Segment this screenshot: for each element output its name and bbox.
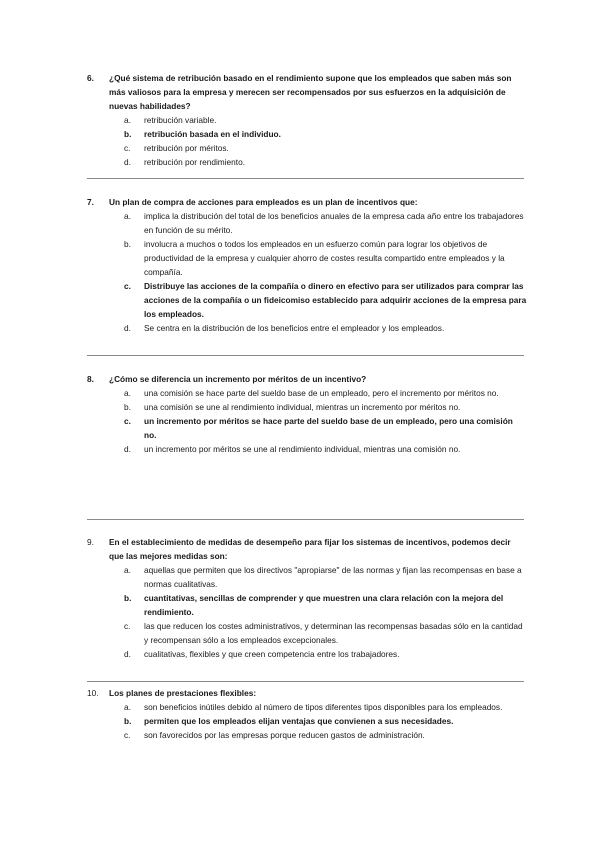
question-number: 9. (87, 537, 94, 547)
question-number: 10. (87, 688, 99, 698)
option-c: c. Distribuye las acciones de la compañía o dinero en efectivo para ser utilizados para comprar las acciones de la compañía o un fideicomiso establecido para adquirir acciones de la empresa para los empleados. (124, 281, 527, 319)
options-list (124, 700, 527, 742)
divider (87, 519, 524, 520)
options-list (124, 113, 527, 169)
option-d: d. retribución por rendimiento. (124, 157, 245, 167)
option-b: b. retribución basada en el individuo. (124, 129, 281, 139)
option-a: a. una comisión se hace parte del sueldo base de un empleado, pero el incremento por méritos no. (124, 388, 499, 398)
option-b: b. permiten que los empleados elijan ventajas que convienen a sus necesidades. (124, 716, 454, 726)
option-b: b. una comisión se une al rendimiento individual, mientras un incremento por méritos no. (124, 402, 461, 412)
question-text: ¿Cómo se diferencia un incremento por méritos de un incentivo? (109, 374, 367, 384)
option-c: c. son favorecidos por las empresas porque reducen gastos de administración. (124, 730, 425, 740)
option-a: a. retribución variable. (124, 115, 217, 125)
option-b: b. involucra a muchos o todos los empleados en un esfuerzo común para lograr los objetivos de productividad de la empresa y cualquier ahorro de costes resulta compartido entre empleados y la compañía. (124, 239, 505, 277)
option-d: d. cualitativas, flexibles y que creen competencia entre los trabajadores. (124, 649, 400, 659)
option-b: b. cuantitativas, sencillas de comprender y que muestren una clara relación con la mejora del rendimiento. (124, 593, 504, 617)
divider (87, 355, 524, 356)
question-9-header (87, 535, 527, 563)
question-8-header (87, 372, 527, 386)
question-number: 6. (87, 73, 94, 83)
options-list (124, 563, 527, 661)
question-7-header (87, 195, 527, 209)
question-6 (87, 71, 527, 169)
question-text: Un plan de compra de acciones para empleados es un plan de incentivos que: (109, 197, 418, 207)
question-10 (87, 686, 527, 742)
question-7 (87, 195, 527, 335)
question-text: En el establecimiento de medidas de desempeño para fijar los sistemas de incentivos, podemos decir que las mejores medidas son: (109, 537, 511, 561)
option-c: c. retribución por méritos. (124, 143, 229, 153)
question-6-header (87, 71, 527, 113)
option-c: c. un incremento por méritos se hace parte del sueldo base de un empleado, pero una comisión no. (124, 416, 513, 440)
divider (87, 681, 524, 682)
option-a: a. aquellas que permiten que los directivos "apropiarse" de las normas y fijan las recompensas en base a normas cualitativas. (124, 565, 522, 589)
question-9 (87, 535, 527, 661)
option-c: c. las que reducen los costes administrativos, y determinan las recompensas basadas sólo en la cantidad y recompensan sólo a los empleados excepcionales. (124, 621, 523, 645)
options-list (124, 386, 527, 456)
question-8 (87, 372, 527, 456)
question-10-header (87, 686, 527, 700)
question-number: 7. (87, 197, 94, 207)
question-number: 8. (87, 374, 94, 384)
question-text: Los planes de prestaciones flexibles: (109, 688, 257, 698)
option-d: d. Se centra en la distribución de los beneficios entre el empleador y los empleados. (124, 323, 445, 333)
question-text: ¿Qué sistema de retribución basado en el rendimiento supone que los empleados que saben más son más valiosos para la empresa y merecen ser recompensados por sus esfuerzos en la adquisición de nuevas habilidades? (109, 73, 512, 111)
options-list (124, 209, 527, 335)
option-d: d. un incremento por méritos se une al rendimiento individual, mientras una comisión no. (124, 444, 461, 454)
option-a: a. son beneficios inútiles debido al número de tipos diferentes tipos disponibles para los empleados. (124, 702, 503, 712)
option-a: a. implica la distribución del total de los beneficios anuales de la empresa cada año entre los trabajadores en función de su mérito. (124, 211, 524, 235)
divider (87, 178, 524, 179)
